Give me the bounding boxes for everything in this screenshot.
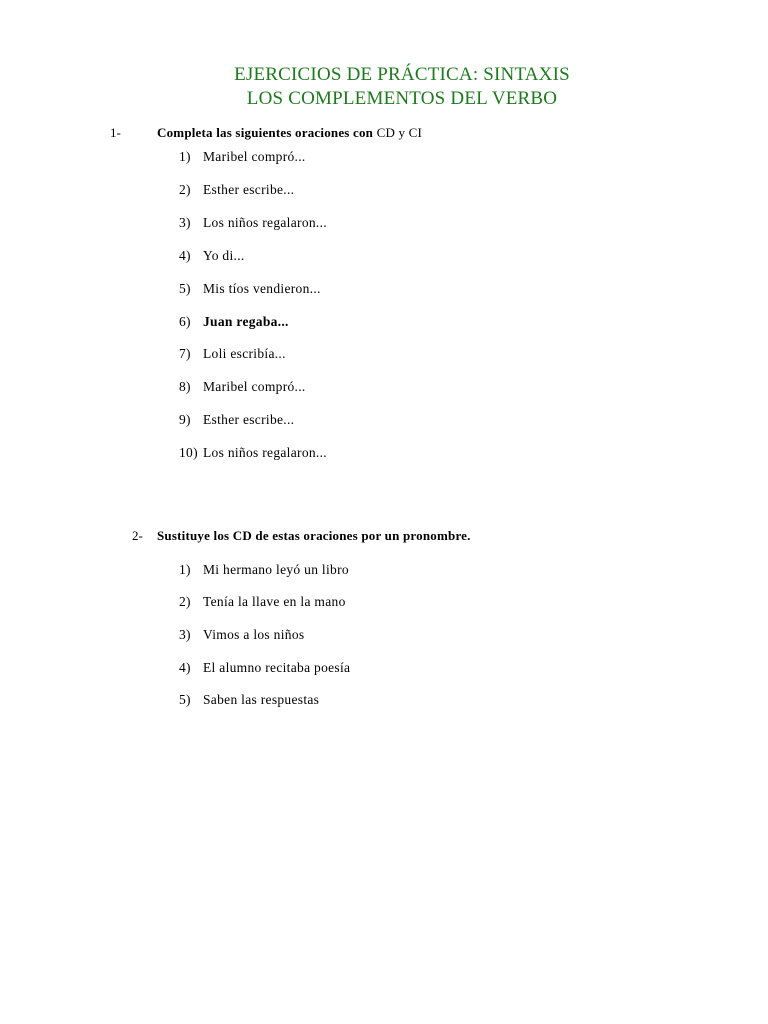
item-number: 1) — [179, 562, 191, 577]
exercise-1-item — [179, 445, 327, 461]
exercise-1-item — [179, 379, 306, 395]
item-text: Mis tíos vendieron... — [203, 281, 321, 296]
item-text: Esther escribe... — [203, 182, 295, 197]
document-title-line-1: EJERCICIOS DE PRÁCTICA: SINTAXIS — [234, 64, 570, 85]
item-number: 3) — [179, 215, 191, 230]
item-number: 7) — [179, 346, 191, 361]
document-title-line-2: LOS COMPLEMENTOS DEL VERBO — [246, 88, 558, 109]
item-text: Mi hermano leyó un libro — [203, 562, 349, 577]
item-text: Los niños regalaron... — [203, 445, 327, 460]
item-number: 2) — [179, 182, 191, 197]
exercise-1-item — [179, 149, 306, 165]
exercise-1-item — [179, 412, 294, 428]
exercise-2-item — [179, 627, 304, 643]
item-number: 5) — [179, 692, 191, 707]
item-text: Tenía la llave en la mano — [203, 594, 346, 609]
item-text: Esther escribe... — [203, 412, 295, 427]
exercise-1-item — [179, 346, 286, 362]
item-number: 2) — [179, 594, 191, 609]
item-number: 4) — [179, 248, 191, 263]
exercise-2-item — [179, 692, 319, 708]
exercise-1-item — [179, 281, 321, 297]
exercise-2-item — [179, 562, 349, 578]
exercise-1-item — [179, 215, 327, 231]
item-text: Los niños regalaron... — [203, 215, 327, 230]
item-text: Maribel compró... — [203, 379, 306, 394]
exercise-1-item — [179, 314, 289, 330]
exercise-1-instruction-bold: Completa las siguientes oraciones con — [157, 125, 374, 140]
item-number: 10) — [179, 445, 198, 460]
item-number: 1) — [179, 149, 191, 164]
item-text: El alumno recitaba poesía — [203, 660, 351, 675]
exercise-1-item — [179, 248, 245, 264]
exercise-2-number: 2- — [132, 528, 143, 543]
item-text: Vimos a los niños — [203, 627, 305, 642]
exercise-2-item — [179, 594, 346, 610]
item-number: 5) — [179, 281, 191, 296]
item-number: 3) — [179, 627, 191, 642]
exercise-1-instruction — [157, 125, 422, 141]
exercise-1-instruction-plain: CD y CI — [373, 125, 423, 140]
item-number: 8) — [179, 379, 191, 394]
item-text: Saben las respuestas — [203, 692, 320, 707]
item-text: Loli escribía... — [203, 346, 286, 361]
item-number: 6) — [179, 314, 191, 329]
exercise-1-number: 1- — [110, 125, 121, 140]
exercise-2-item — [179, 660, 350, 676]
item-text: Juan regaba... — [203, 314, 289, 329]
item-number: 4) — [179, 660, 191, 675]
item-text: Yo di... — [203, 248, 245, 263]
item-text: Maribel compró... — [203, 149, 306, 164]
exercise-1-item — [179, 182, 294, 198]
exercise-2-instruction: Sustituye los CD de estas oraciones por un pronombre. — [157, 528, 471, 543]
item-number: 9) — [179, 412, 191, 427]
